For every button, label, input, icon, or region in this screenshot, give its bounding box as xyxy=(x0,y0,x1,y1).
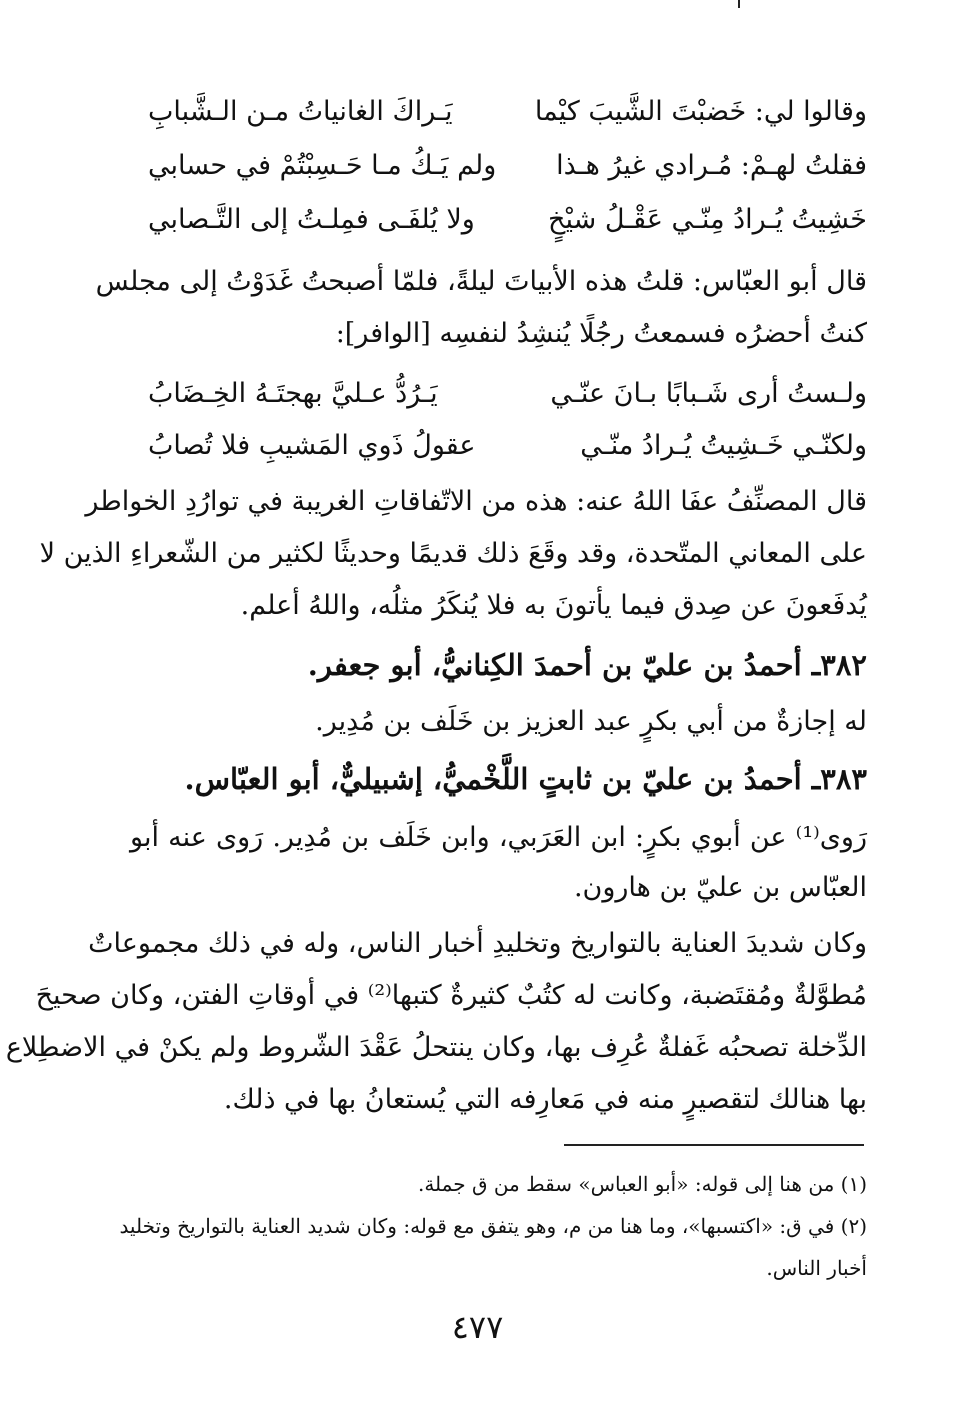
entry-body: رَوى⁽¹⁾ عن أبوي بكرٍ: ابن العَرَبي، وابن خَلَف بن مُدِير. رَوى عنه أبو xyxy=(130,822,867,853)
verse-hemistich: ولم يَـكُ مـا حَـسِبْتُمْ في حسابي xyxy=(148,150,497,181)
footnote-separator xyxy=(564,1144,864,1146)
verse-hemistich: يَـراكَ الغانياتُ مـن الـشَّبابِ xyxy=(148,96,453,127)
paragraph-line: قال المصنِّفُ عفَا اللهُ عنه: هذه من الاتّفاقاتِ الغريبة في توارُدِ الخواطر xyxy=(85,486,867,517)
entry-heading: ٣٨٢ـ أحمدُ بن عليّ بن أحمدَ الكِنانيُّ، أبو جعفر. xyxy=(307,648,867,682)
paragraph-line: الدِّخلة تصحبُه غَفلةٌ عُرِف بها، وكان ينتحلُ عَقْدَ الشّروط ولم يكنْ في الاضطِلاع xyxy=(5,1032,867,1063)
paragraph-line: كنتُ أحضرُه فسمعتُ رجُلًا يُنشِدُ لنفسِه [الوافر]: xyxy=(335,318,867,349)
footnote: (١) من هنا إلى قوله: «أبو العباس» سقط من ق جملة. xyxy=(417,1172,867,1196)
top-mark xyxy=(738,0,740,8)
paragraph-line: قال أبو العبّاس: قلتُ هذه الأبياتَ ليلةً، فلمّا أصبحتُ غَدَوْتُ إلى مجلس xyxy=(95,266,867,297)
verse-hemistich: ولـستُ أرى شَـبابًا بـانَ عنّـي xyxy=(550,378,867,409)
verse-hemistich: فقلتُ لهـمْ: مُـرادي غيرُ هـذا xyxy=(556,150,867,181)
verse-hemistich: ولكنّـي خَـشِيتُ يُـرادُ منّـي xyxy=(580,430,867,461)
verse-hemistich: ولا يُلفَـى فمِلـتُ إلى التَّـصابي xyxy=(148,204,475,235)
paragraph-line: وكان شديدَ العناية بالتواريخ وتخليدِ أخبار الناس، وله في ذلك مجموعاتٌ xyxy=(88,928,867,959)
footnote: أخبار الناس. xyxy=(766,1256,867,1280)
paragraph-line: مُطوَّلةٌ ومُقتَضبة، وكانت له كتُبٌ كثيرةٌ كتبها⁽²⁾ في أوقاتِ الفتن، وكان صحيحَ xyxy=(35,980,867,1011)
entry-heading: ٣٨٣ـ أحمدُ بن عليّ بن ثابتٍ اللَّخْميُّ، إشبيليٌّ، أبو العبّاس. xyxy=(184,762,867,796)
verse-hemistich: يَـرُدُّ عـليَّ بهجتَـهُ الخِـضَابُ xyxy=(148,378,438,409)
paragraph-line: على المعاني المتّحدة، وقد وقَعَ ذلك قديمًا وحديثًا لكثير من الشّعراءِ الذين لا xyxy=(39,538,867,569)
entry-body: له إجازةٌ من أبي بكرٍ عبد العزيز بن خَلَف بن مُدِير. xyxy=(315,706,867,737)
verse-hemistich: خَشِيتُ يُـرادُ مِنّـي عَقْـلُ شيْخٍ xyxy=(548,204,867,235)
footnote: (٢) في ق: «اكتسبها»، وما هنا من م، وهو يتفق مع قوله: وكان شديد العناية بالتواريخ وتخليد xyxy=(119,1214,867,1238)
paragraph-line: بها هنالك لتقصيرٍ منه في مَعارِفه التي يُستعانُ بها في ذلك. xyxy=(223,1084,867,1115)
entry-body: العبّاس بن عليّ بن هارون. xyxy=(573,872,867,903)
page-number: ٤٧٧ xyxy=(451,1308,504,1346)
verse-hemistich: عقولُ ذَوي المَشيبِ فلا تُصابُ xyxy=(148,430,476,461)
paragraph-line: يُدفَعونَ عن صِدق فيما يأتونَ به فلا يُنكَرُ مثلُه، واللهُ أعلم. xyxy=(240,590,867,621)
verse-hemistich: وقالوا لي: خَضبْتَ الشَّيبَ كيْما xyxy=(534,96,867,127)
